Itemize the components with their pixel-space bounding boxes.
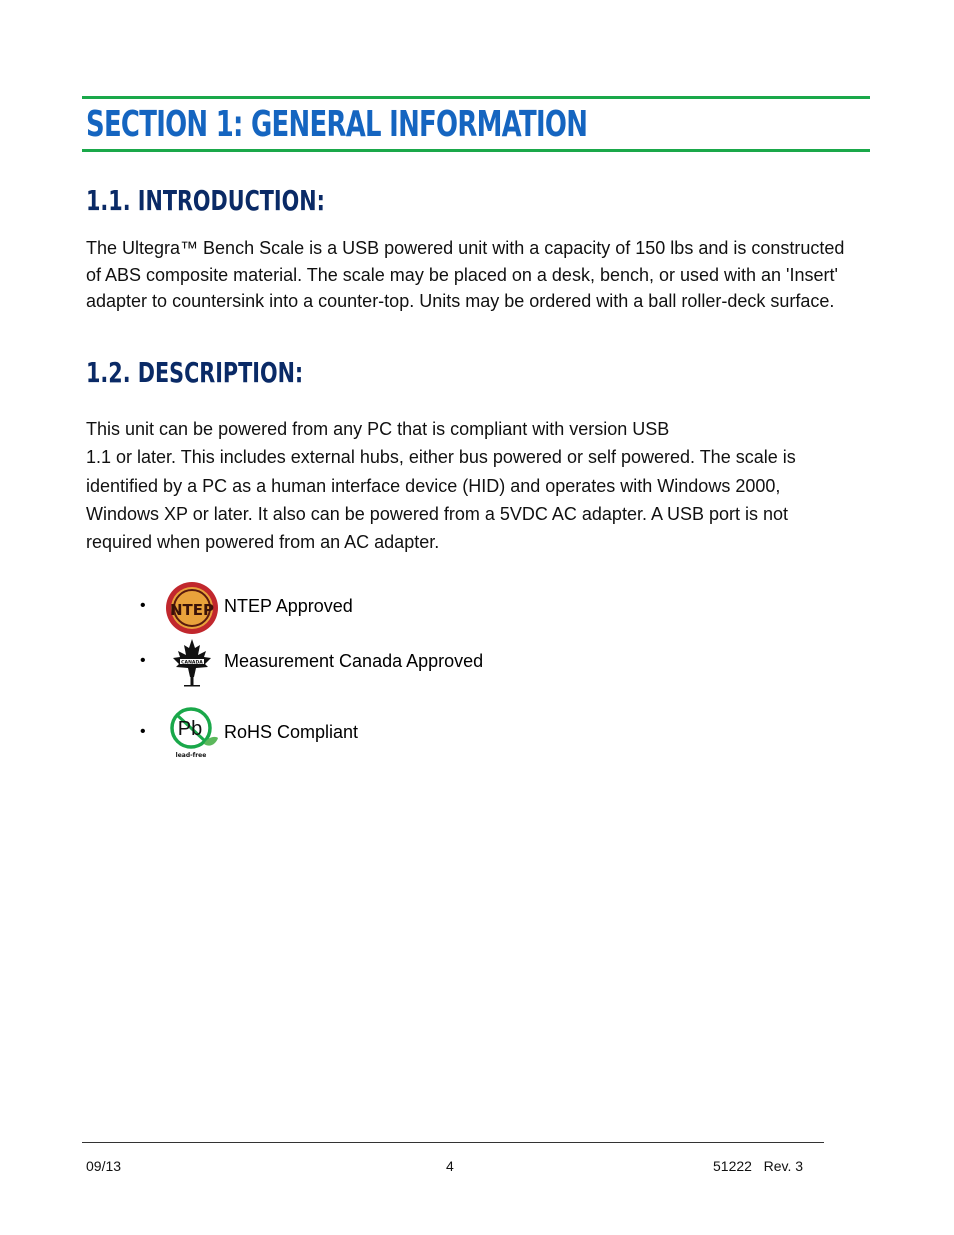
footer-document-revision: 51222 Rev. 3: [713, 1158, 804, 1174]
certification-label: RoHS Compliant: [224, 722, 359, 742]
certification-label: Measurement Canada Approved: [224, 651, 484, 671]
description-line: identified by a PC as a human interface device (HID) and operates with Windows 2000,: [86, 475, 781, 496]
section-header: [82, 96, 870, 152]
description-line: 1.1 or later. This includes external hubs, either bus powered or self powered. The scale is: [86, 447, 796, 468]
maple-leaf-icon: [164, 635, 220, 691]
footer-page-number: 4: [446, 1158, 454, 1174]
ntep-logo-text: NTEP: [169, 601, 215, 619]
canada-logo-text: CANADA: [181, 660, 203, 666]
bullet: •: [140, 597, 146, 614]
bullet: •: [140, 652, 146, 669]
certification-label: NTEP Approved: [224, 596, 353, 616]
certification-item-ntep: [140, 580, 640, 636]
certification-item-measurement-canada: [140, 635, 640, 691]
introduction-heading: 1.1. INTRODUCTION:: [86, 184, 325, 217]
description-paragraph: [86, 415, 856, 556]
certification-item-rohs: [140, 706, 640, 762]
footer-divider: [82, 1142, 824, 1143]
ntep-logo-icon: [164, 580, 220, 636]
lead-free-caption: lead-free: [175, 752, 207, 759]
footer-date: 09/13: [86, 1158, 122, 1174]
description-heading: 1.2. DESCRIPTION:: [86, 356, 304, 389]
description-line: Windows XP or later. It also can be powered from a 5VDC AC adapter. A USB port is not: [86, 503, 789, 524]
introduction-paragraph: The Ultegra™ Bench Scale is a USB powered unit with a capacity of 150 lbs and is constructed of ABS composite material. The scale may be placed on a desk, bench, or used with an 'Insert' adapter to countersink into a counter-top. Units may be ordered with a ball roller-deck surface.: [86, 238, 845, 311]
pb-logo-text: Pb: [177, 718, 203, 740]
rohs-lead-free-icon: [164, 706, 220, 762]
description-line: required when powered from an AC adapter.: [86, 532, 440, 553]
description-line: This unit can be powered from any PC that is compliant with version USB: [86, 419, 670, 439]
section-title: SECTION 1: GENERAL INFORMATION: [86, 104, 588, 145]
bullet: •: [140, 723, 146, 740]
